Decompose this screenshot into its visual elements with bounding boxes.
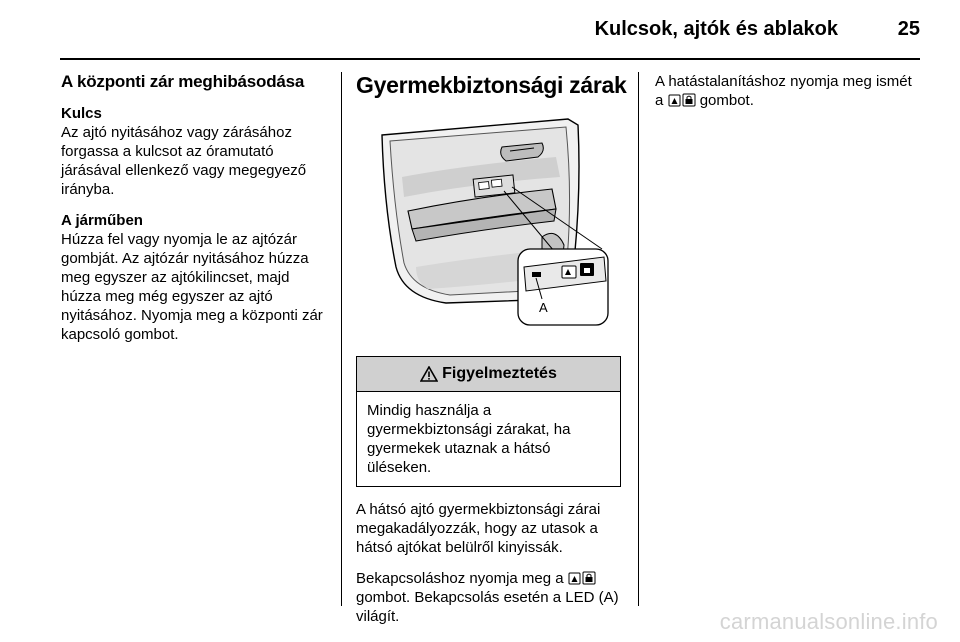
warning-header: [357, 357, 620, 392]
column-divider: [638, 72, 639, 606]
column-1: [61, 72, 333, 356]
page-number: 25: [897, 18, 920, 40]
vehicle-text: Húzza fel vagy nyomja le az ajtózár gombját. Az ajtózár nyitásához húzza meg egyszer az ajtókilincset, majd húzza meg még egyszer az ajtó nyitásához. Nyomja meg a központi zár kapcsoló gombot.: [61, 231, 323, 343]
child-lock-description: [356, 500, 628, 626]
column-2: [356, 72, 628, 638]
child-lock-icon: [668, 93, 696, 107]
key-heading: Kulcs: [61, 105, 102, 122]
child-lock-para-2-end: gombot. Bekapcsolás esetén a LED (A) világít.: [356, 589, 619, 625]
door-panel-figure: [356, 117, 628, 335]
child-lock-para-1: A hátsó ajtó gyermekbiztonsági zárai megakadályozzák, hogy az utasok a hátsó ajtókat belülről kinyissák.: [356, 501, 601, 556]
figure-label-a: A: [539, 300, 548, 315]
column-3: [655, 72, 917, 122]
section-title-central-lock: A központi zár meghibásodása: [61, 72, 305, 91]
warning-title: Figyelmeztetés: [442, 365, 557, 382]
deactivate-para: [655, 72, 917, 110]
child-lock-para-2-start: Bekapcsoláshoz nyomja meg a: [356, 570, 564, 587]
child-lock-para-2: [356, 569, 628, 626]
column-divider: [341, 72, 342, 606]
header-rule: [60, 58, 920, 60]
key-text: Az ajtó nyitásához vagy zárásához forgassa a kulcsot az óramutató járásával ellenkező vagy megegyező irányba.: [61, 124, 307, 198]
warning-box: [356, 356, 621, 487]
section-title-child-locks: Gyermekbiztonsági zárak: [356, 72, 627, 98]
warning-text: Mindig használja a gyermekbiztonsági zárakat, ha gyermekek utaznak a hátsó üléseken.: [367, 402, 571, 476]
door-panel-illustration: [356, 117, 628, 335]
watermark: carmanualsonline.info: [719, 609, 938, 634]
vehicle-heading: A járműben: [61, 212, 143, 229]
deactivate-para-start: A hatástalanításhoz nyomja meg ismét a: [655, 73, 912, 109]
deactivate-para-end: gombot.: [699, 92, 754, 109]
child-lock-icon: [568, 571, 596, 585]
header-title: Kulcsok, ajtók és ablakok: [594, 18, 838, 40]
warning-triangle-icon: [420, 366, 438, 382]
